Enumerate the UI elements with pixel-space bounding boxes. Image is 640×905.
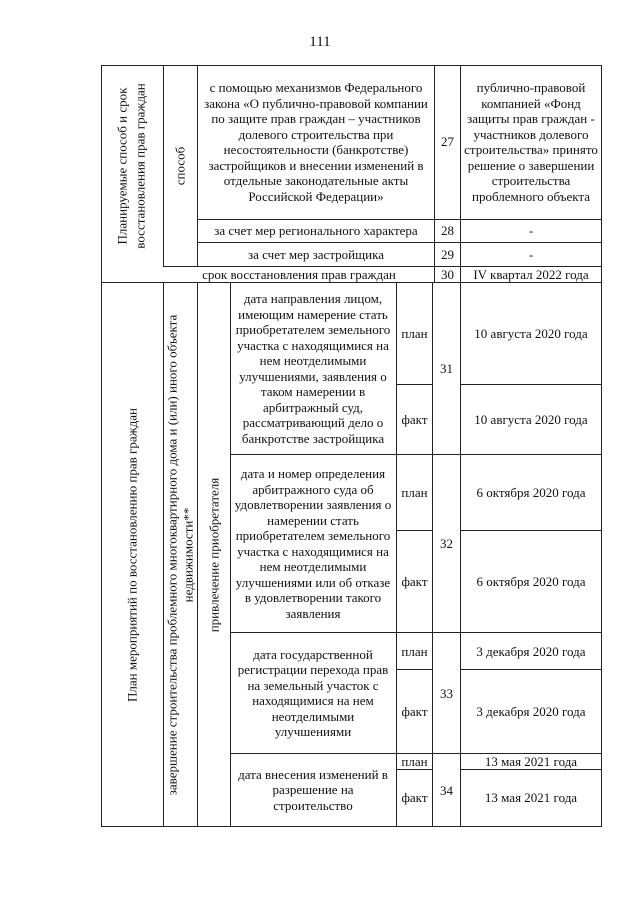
row33-fact-label: факт xyxy=(401,703,428,719)
row27-text: с помощью механизмов Федерального закона «О публично-правовой компании по защите прав граждан – участников долевого строительства при несостоятельности (банкротстве) застройщиков и внесении изменений в отдельные законодательные акты Российской Федерации» xyxy=(204,80,428,204)
row31-fact: 10 августа 2020 года xyxy=(474,411,588,427)
row29-num: 29 xyxy=(441,246,454,262)
row32-num: 32 xyxy=(440,536,453,552)
row34-text: дата внесения изменений в разрешение на строительство xyxy=(238,766,388,813)
row32-fact: 6 октября 2020 года xyxy=(476,573,586,589)
row34-plan-label: план xyxy=(401,754,428,770)
row27-num: 27 xyxy=(441,134,454,150)
row32-fact-label: факт xyxy=(401,573,428,589)
row32-text: дата и номер определения арбитражного суда об удовлетворении заявления о намерении стать приобретателем земельного участка с находящимися на нем неотделимыми улучшениями или об отказе в удовлетворении такого заявления xyxy=(234,466,392,621)
row33-fact: 3 декабря 2020 года xyxy=(476,703,586,719)
section1-title-line2: восстановления прав граждан xyxy=(132,83,148,249)
row33-plan-label: план xyxy=(401,643,428,659)
row28-num: 28 xyxy=(441,223,454,239)
row31-plan-label: план xyxy=(401,326,428,342)
row27-value: публично-правовой компанией «Фонд защиты прав граждан - участников долевого строительства» принято решение о завершении строительства проблемного объекта xyxy=(464,80,598,204)
row33-plan: 3 декабря 2020 года xyxy=(476,643,586,659)
section2-sub-line2: недвижимости** xyxy=(180,507,196,603)
section2-title: План мероприятий по восстановлению прав граждан xyxy=(124,408,140,702)
row31-text: дата направления лицом, имеющим намерение стать приобретателем земельного участка с находящимися на нем неотделимыми улучшениями, заявления о таком намерении в арбитражный суд, рассматривающий дело о банкротстве застройщика xyxy=(235,291,391,446)
page-number: 111 xyxy=(309,34,331,50)
row34-num: 34 xyxy=(440,782,453,798)
row30-text: срок восстановления прав граждан xyxy=(202,266,396,282)
method-label: способ xyxy=(172,146,188,186)
row30-num: 30 xyxy=(441,266,454,282)
row32-plan: 6 октября 2020 года xyxy=(476,485,586,501)
row33-num: 33 xyxy=(440,685,453,701)
section1-title-line1: Планируемые способ и срок xyxy=(114,87,130,245)
row32-plan-label: план xyxy=(401,485,428,501)
row29-value: - xyxy=(528,246,534,262)
section2-sub2: привлечение приобретателя xyxy=(206,477,222,633)
row31-fact-label: факт xyxy=(401,411,428,427)
row28-text: за счет мер регионального характера xyxy=(214,223,418,239)
row34-plan: 13 мая 2021 года xyxy=(484,754,578,770)
row34-fact: 13 мая 2021 года xyxy=(484,790,578,806)
row30-value: IV квартал 2022 года xyxy=(473,266,589,282)
row31-plan: 10 августа 2020 года xyxy=(474,326,588,342)
row34-fact-label: факт xyxy=(401,790,428,806)
row31-num: 31 xyxy=(440,361,453,377)
row28-value: - xyxy=(528,223,534,239)
section2-sub-line1: завершение строительства проблемного многоквартирного дома и (или) иного объекта xyxy=(164,314,180,796)
row33-text: дата государственной регистрации перехода прав на земельный участок с находящимися на нем неотделимыми улучшениями xyxy=(237,646,389,739)
row29-text: за счет мер застройщика xyxy=(248,246,384,262)
